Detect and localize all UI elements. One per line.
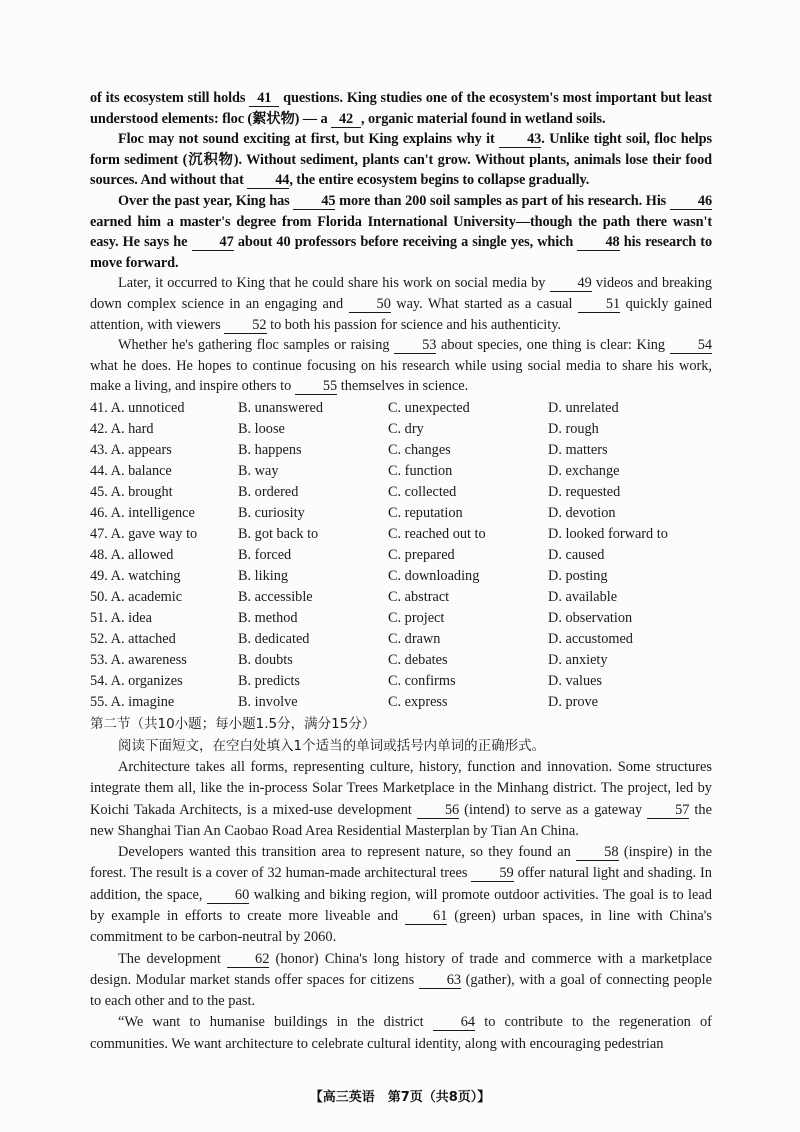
text: earned him a master's degree from Florida International University—though the path there wasn't easy. He says he [90,213,712,251]
option-choice-a: 45. A. brought [90,483,173,500]
blank-52: 52 [224,318,266,334]
option-choice-b: B. got back to [238,525,319,542]
option-choice-c: C. changes [388,441,451,458]
blank-64: 64 [433,1015,475,1031]
blank-60: 60 [207,888,249,904]
option-choice-d: D. devotion [548,504,616,521]
text: the new Shanghai Tian An Caobao Road Area Residential Masterplan by Tian An China. [90,801,712,839]
text: themselves in science. [340,378,469,395]
option-choice-c: C. express [388,693,448,710]
option-choice-a: 48. A. allowed [90,546,174,563]
option-choice-c: C. abstract [388,588,450,605]
text: about 40 professors before receiving a single yes, which [237,234,574,251]
option-choice-d: D. prove [548,693,599,710]
text: Developers wanted this transition area to represent nature, so they found an [118,844,571,861]
option-choice-b: B. method [238,609,298,626]
option-choice-b: B. ordered [238,483,299,500]
option-choice-a: 41. A. unnoticed [90,399,185,416]
section-heading: 第二节（共10小题；每小题1.5分，满分15分） [90,715,376,732]
option-row [90,440,712,461]
text: (honor) China's long history of trade and commerce with a marketplace design. Modular market stands offer spaces for citizens [90,950,712,988]
text: (inspire) in the forest. The result is a cover of 32 human-made architectural trees [90,844,712,882]
option-choice-d: D. rough [548,420,599,437]
text: (intend) to serve as a gateway [464,801,643,818]
text: about species, one thing is clear: King [441,337,666,354]
text: to contribute to the regeneration of communities. We want architecture to celebrate cultural identity, along with encouraging pedestrian [90,1014,712,1052]
option-choice-b: B. loose [238,420,285,437]
text: way. What started as a casual [396,295,573,312]
text: , the entire ecosystem begins to collapse gradually. [289,172,590,189]
section-instruction: 阅读下面短文，在空白处填入1个适当的单词或括号内单词的正确形式。 [118,737,546,754]
blank-49: 49 [550,276,592,292]
passage1-paragraph-2 [90,129,712,191]
passage2-paragraph-4 [90,1012,712,1055]
option-choice-d: D. observation [548,609,633,626]
blank-59: 59 [471,866,513,882]
option-choice-b: B. dedicated [238,630,310,647]
text: Later, it occurred to King that he could share his work on social media by [118,275,546,292]
page-footer: 【高三英语 第7页（共8页）】 [309,1090,491,1105]
option-choice-c: C. confirms [388,672,456,689]
option-choice-d: D. values [548,672,602,689]
option-choice-c: C. project [388,609,445,626]
passage2-paragraph-1 [90,757,712,842]
text: Whether he's gathering floc samples or raising [118,337,390,354]
text: to both his passion for science and his authenticity. [270,316,562,333]
option-choice-d: D. available [548,588,618,605]
option-choice-a: 43. A. appears [90,441,172,458]
option-row [90,482,712,503]
passage1-paragraph-3 [90,191,712,273]
option-choice-d: D. caused [548,546,605,563]
option-choice-a: 51. A. idea [90,609,152,626]
option-choice-c: C. dry [388,420,424,437]
option-row [90,650,712,671]
option-choice-d: D. unrelated [548,399,619,416]
option-choice-d: D. matters [548,441,608,458]
blank-44: 44 [247,173,289,189]
blank-54: 54 [670,338,712,354]
option-choice-d: D. accustomed [548,630,633,647]
option-choice-b: B. forced [238,546,292,563]
option-choice-a: 53. A. awareness [90,651,187,668]
blank-41: 41 [249,91,279,107]
option-choice-b: B. happens [238,441,302,458]
text: his research to move forward. [90,234,713,271]
option-choice-d: D. exchange [548,462,620,479]
option-row [90,587,712,608]
text: what he does. He hopes to continue focusing on his research while using social media to share his work, make a living, and inspire others to [90,357,712,395]
text: of its ecosystem still holds [90,90,246,106]
blank-47: 47 [192,235,234,251]
text: (green) urban spaces, in line with China's commitment to be carbon-neutral by 2060. [90,907,712,946]
option-choice-d: D. requested [548,483,621,500]
option-choice-a: 54. A. organizes [90,672,183,689]
option-choice-c: C. reached out to [388,525,486,542]
option-row [90,629,712,650]
option-choice-a: 52. A. attached [90,630,176,647]
option-choice-c: C. unexpected [388,399,470,416]
text: offer natural light and shading. In addition, the space, [90,865,712,903]
text: videos and breaking down complex science in an engaging and [90,275,712,312]
option-choice-b: B. involve [238,693,298,710]
option-choice-b: B. liking [238,567,289,584]
blank-56: 56 [417,803,459,819]
text: Architecture takes all forms, representing culture, history, function and innovation. Some structures integrate them all, like the in-process Solar Trees Marketplace in the Minhang district. The project, led by Koichi Takada Architects, is a mixed-use development [90,758,712,818]
passage1-paragraph-1 [90,88,712,129]
option-choice-b: B. way [238,462,279,479]
option-choice-c: C. function [388,462,453,479]
passage1-paragraph-4 [90,273,712,335]
option-choice-d: D. anxiety [548,651,608,668]
option-choice-b: B. doubts [238,651,293,668]
blank-58: 58 [576,845,618,861]
option-choice-a: 47. A. gave way to [90,525,198,542]
option-row [90,608,712,629]
blank-45: 45 [293,194,335,210]
option-row [90,461,712,482]
passage2-paragraph-2 [90,842,712,948]
blank-43: 43 [499,132,541,148]
text: walking and biking region, will promote outdoor activities. The goal is to lead by example in efforts to create more liveable and [90,886,712,924]
blank-62: 62 [227,952,269,968]
blank-51: 51 [578,297,620,313]
blank-46: 46 [670,194,712,210]
option-row [90,545,712,566]
text: , organic material found in wetland soils. [361,110,606,127]
option-choice-a: 50. A. academic [90,588,183,605]
option-choice-c: C. downloading [388,567,480,584]
text: (gather), with a goal of connecting people to each other and to the past. [90,971,712,1010]
option-choice-d: D. looked forward to [548,525,668,542]
blank-42: 42 [331,112,361,128]
text: more than 200 soil samples as part of his research. His [339,192,667,209]
option-choice-c: C. collected [388,483,457,500]
blank-61: 61 [405,909,447,925]
blank-55: 55 [295,379,337,395]
option-choice-a: 46. A. intelligence [90,504,195,521]
text: Over the past year, King has [118,192,290,209]
text: “We want to humanise buildings in the district [118,1014,424,1031]
page-content [90,88,712,1055]
option-choice-c: C. prepared [388,546,455,563]
text: The development [118,950,221,967]
option-row [90,398,712,419]
option-row [90,524,712,545]
option-row [90,503,712,524]
blank-48: 48 [577,235,619,251]
option-choice-b: B. accessible [238,588,313,605]
option-row [90,671,712,692]
passage2-paragraph-3 [90,949,712,1013]
option-choice-a: 42. A. hard [90,420,154,437]
option-choice-d: D. posting [548,567,608,584]
text: quickly gained attention, with viewers [90,295,713,333]
option-row [90,692,712,713]
option-choice-a: 55. A. imagine [90,693,175,710]
option-row [90,419,712,440]
answer-options [90,398,712,713]
option-choice-b: B. predicts [238,672,300,689]
blank-63: 63 [419,973,461,989]
text: . Unlike tight soil, floc helps form sediment (沉积物). Without sediment, plants can't grow. Without plants, animals lose their food sources. And without that [90,131,712,189]
text: Floc may not sound exciting at first, but King explains why it [118,131,495,148]
blank-53: 53 [394,338,436,354]
passage1-paragraph-5 [90,335,712,397]
option-choice-b: B. curiosity [238,504,305,521]
option-choice-b: B. unanswered [238,399,323,416]
blank-50: 50 [349,297,391,313]
option-row [90,566,712,587]
option-choice-c: C. drawn [388,630,441,647]
option-choice-a: 44. A. balance [90,462,172,479]
text: questions. King studies one of the ecosystem's most important but least understood elements: floc (絮状物) — a [90,90,712,127]
option-choice-c: C. debates [388,651,448,668]
option-choice-a: 49. A. watching [90,567,181,584]
option-choice-c: C. reputation [388,504,463,521]
blank-57: 57 [647,803,689,819]
